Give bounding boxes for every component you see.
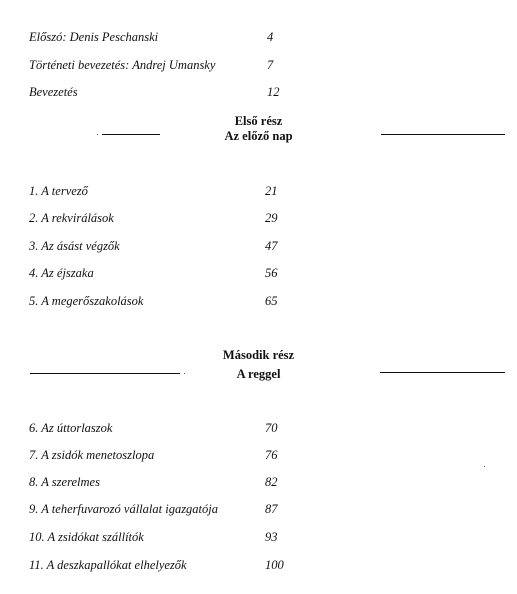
toc-entry-historical-intro: [29, 57, 489, 73]
toc-entry-chapter-2: [29, 210, 489, 226]
toc-entry-page: 12: [267, 85, 280, 99]
toc-entry-title: 4. Az éjszaka: [29, 266, 94, 280]
toc-entry-title: 6. Az úttorlaszok: [29, 421, 113, 435]
toc-entry-page: 21: [265, 184, 278, 198]
toc-entry-page: 93: [265, 530, 278, 544]
scan-speck: [484, 466, 485, 467]
part2-rule-right: [380, 372, 505, 373]
toc-entry-title: Történeti bevezetés: Andrej Umansky: [29, 58, 216, 72]
toc-entry-chapter-11: [29, 557, 489, 573]
part1-rule-left-dot: [97, 134, 98, 135]
toc-entry-page: 47: [265, 239, 278, 253]
toc-entry-title: 10. A zsidókat szállítók: [29, 530, 144, 544]
toc-entry-page: 7: [267, 58, 274, 72]
toc-entry-chapter-5: [29, 293, 489, 309]
toc-entry-page: 65: [265, 294, 278, 308]
toc-entry-page: 70: [265, 421, 278, 435]
toc-entry-page: 82: [265, 475, 278, 489]
toc-entry-page: 4: [267, 30, 274, 44]
toc-entry-title: 5. A megerőszakolások: [29, 294, 144, 308]
toc-entry-chapter-9: [29, 501, 489, 517]
toc-entry-introduction: [29, 84, 489, 100]
toc-entry-title: Bevezetés: [29, 85, 78, 99]
toc-entry-page: 100: [265, 558, 284, 572]
part1-rule-right: [381, 134, 505, 135]
part2-label: Második rész: [222, 348, 295, 362]
part1-rule-left: [102, 134, 160, 135]
toc-entry-chapter-8: [29, 474, 489, 490]
toc-entry-preface: [29, 29, 489, 45]
toc-entry-title: 7. A zsidók menetoszlopa: [29, 448, 155, 462]
toc-entry-title: 2. A rekvirálások: [29, 211, 114, 225]
part2-rule-left-dot: [184, 373, 185, 374]
toc-entry-title: 11. A deszkapallókat elhelyezők: [29, 558, 187, 572]
toc-entry-title: Előszó: Denis Peschanski: [29, 30, 159, 44]
part2-rule-left: [30, 373, 180, 374]
toc-entry-chapter-6: [29, 420, 489, 436]
toc-entry-page: 29: [265, 211, 278, 225]
toc-entry-chapter-3: [29, 238, 489, 254]
toc-entry-chapter-7: [29, 447, 489, 463]
toc-entry-page: 76: [265, 448, 278, 462]
toc-entry-chapter-1: [29, 183, 489, 199]
part1-title: Az előző nap: [224, 129, 293, 143]
toc-entry-chapter-10: [29, 529, 489, 545]
toc-entry-title: 1. A tervező: [29, 184, 88, 198]
toc-entry-title: 3. Az ásást végzők: [29, 239, 120, 253]
toc-entry-page: 87: [265, 502, 278, 516]
part1-label: Első rész: [234, 114, 283, 128]
toc-entry-page: 56: [265, 266, 278, 280]
toc-entry-title: 8. A szerelmes: [29, 475, 100, 489]
part2-title: A reggel: [236, 367, 281, 381]
toc-entry-title: 9. A teherfuvarozó vállalat igazgatója: [29, 502, 219, 516]
toc-entry-chapter-4: [29, 265, 489, 281]
